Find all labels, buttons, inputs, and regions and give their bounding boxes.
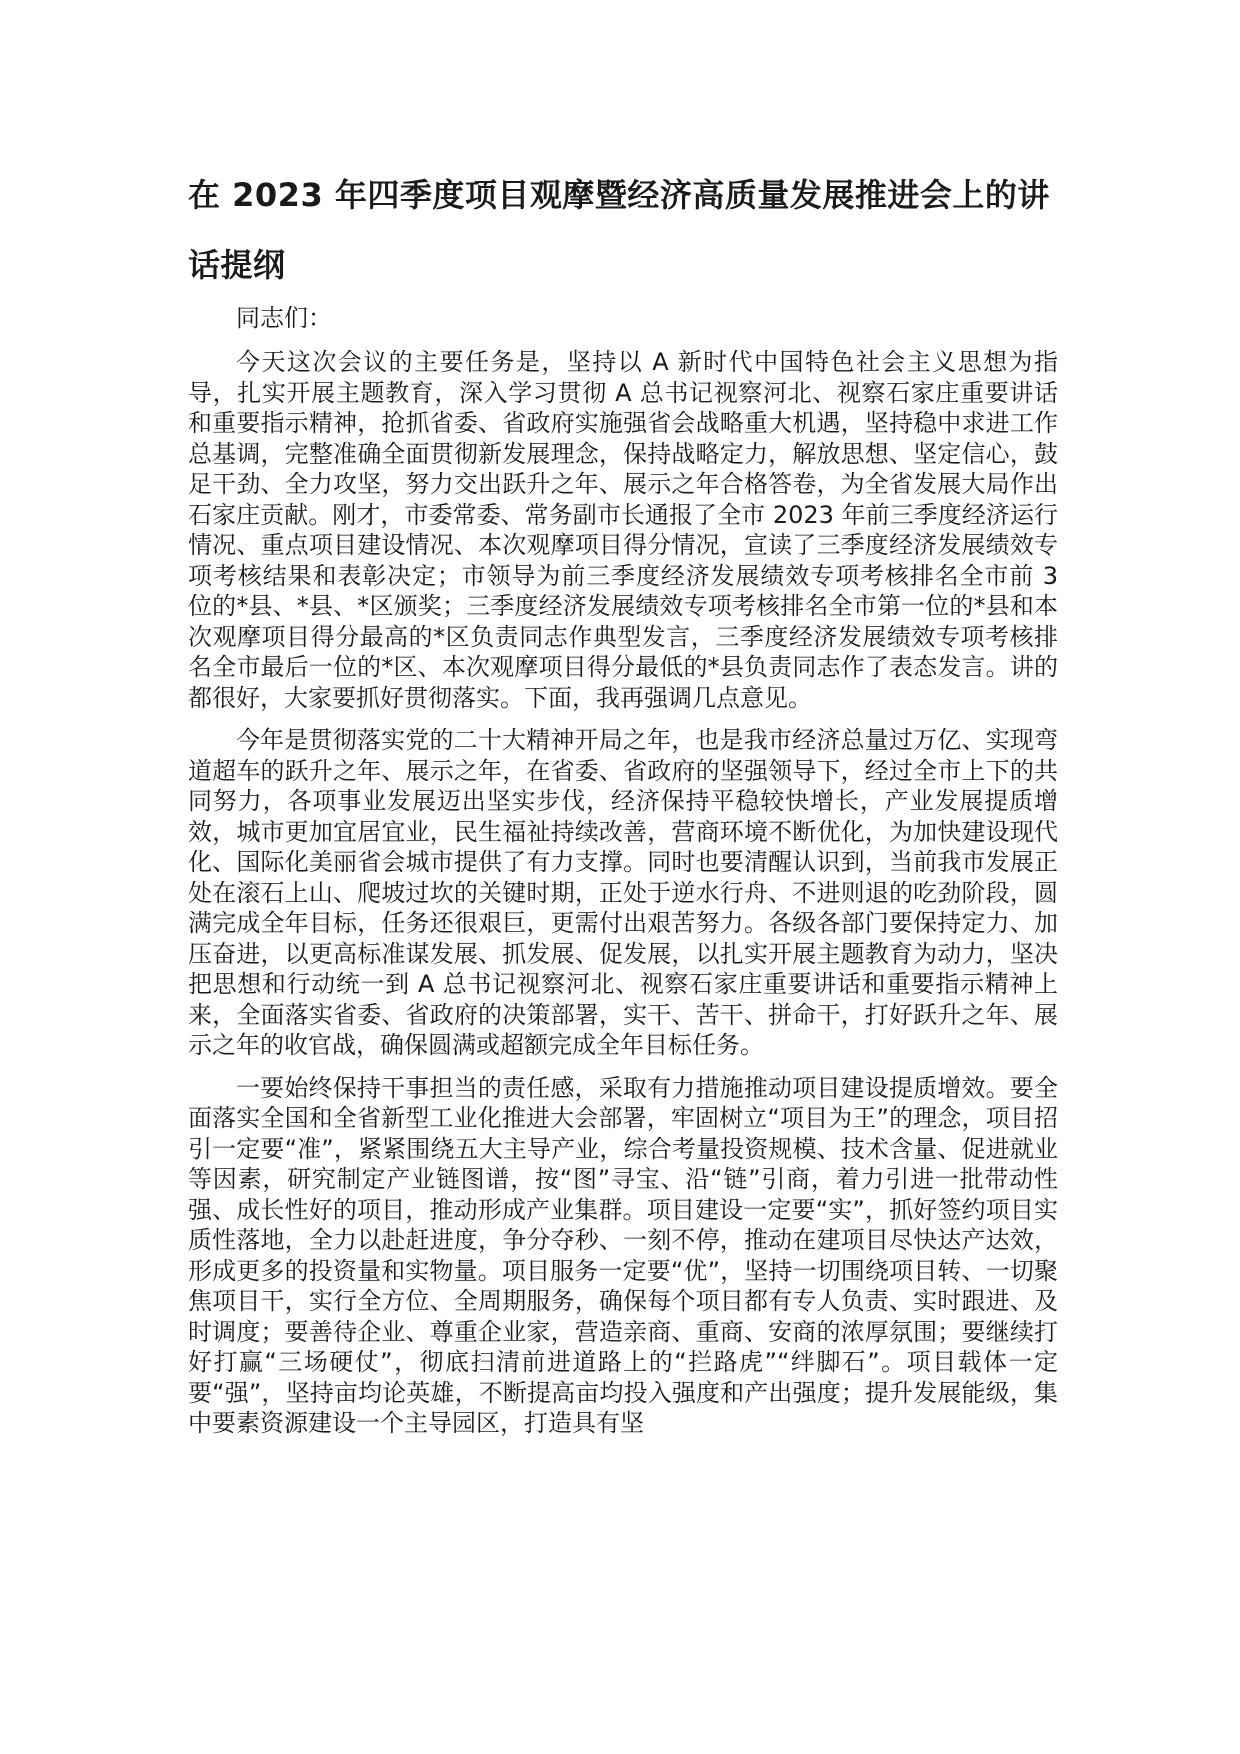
paragraph-1: 今天这次会议的主要任务是，坚持以 A 新时代中国特色社会主义思想为指导，扎实开展主题教育，深入学习贯彻 A 总书记视察河北、视察石家庄重要讲话和重要指示精神，抢抓省委、省政府实施强省会战略重大机遇，坚持稳中求进工作总基调，完整准确全面贯彻新发展理念，保持战略定力，解放思想、坚定信心，鼓足干劲、全力攻坚，努力交出跃升之年、展示之年合格答卷，为全省发展大局作出石家庄贡献。刚才，市委常委、常务副市长通报了全市 2023 年前三季度经济运行情况、重点项目建设情况、本次观摩项目得分情况，宣读了三季度经济发展绩效专项考核结果和表彰决定；市领导为前三季度经济发展绩效专项考核排名全市前 3 位的*县、*县、*区颁奖；三季度经济发展绩效专项考核排名全市第一位的*县和本次观摩项目得分最高的*区负责同志作典型发言，三季度经济发展绩效专项考核排名全市最后一位的*区、本次观摩项目得分最低的*县负责同志作了表态发言。讲的都很好，大家要抓好贯彻落实。下面，我再强调几点意见。 bbox=[188, 348, 1058, 712]
document-page bbox=[188, 160, 1058, 1451]
paragraph-2: 今年是贯彻落实党的二十大精神开局之年，也是我市经济总量过万亿、实现弯道超车的跃升之年、展示之年，在省委、省政府的坚强领导下，经过全市上下的共同努力，各项事业发展迈出坚实步伐，经济保持平稳较快增长，产业发展提质增效，城市更加宜居宜业，民生福祉持续改善，营商环境不断优化，为加快建设现代化、国际化美丽省会城市提供了有力支撑。同时也要清醒认识到，当前我市发展正处在滚石上山、爬坡过坎的关键时期，正处于逆水行舟、不进则退的吃劲阶段，圆满完成全年目标，任务还很艰巨，更需付出艰苦努力。各级各部门要保持定力、加压奋进，以更高标准谋发展、抓发展、促发展，以扎实开展主题教育为动力，坚决把思想和行动统一到 A 总书记视察河北、视察石家庄重要讲话和重要指示精神上来，全面落实省委、省政府的决策部署，实干、苦干、拼命干，打好跃升之年、展示之年的收官战，确保圆满或超额完成全年目标任务。 bbox=[188, 726, 1058, 1059]
document-title: 在 2023 年四季度项目观摩暨经济高质量发展推进会上的讲话提纲 bbox=[188, 176, 1050, 284]
paragraph-3: 一要始终保持干事担当的责任感，采取有力措施推动项目建设提质增效。要全面落实全国和全省新型工业化推进大会部署，牢固树立“项目为王”的理念，项目招引一定要“准”，紧紧围绕五大主导产业，综合考量投资规模、技术含量、促进就业等因素，研究制定产业链图谱，按“图”寻宝、沿“链”引商，着力引进一批带动性强、成长性好的项目，推动形成产业集群。项目建设一定要“实”，抓好签约项目实质性落地，全力以赴赶进度，争分夺秒、一刻不停，推动在建项目尽快达产达效，形成更多的投资量和实物量。项目服务一定要“优”，坚持一切围绕项目转、一切聚焦项目干，实行全方位、全周期服务，确保每个项目都有专人负责、实时跟进、及时调度；要善待企业、尊重企业家，营造亲商、重商、安商的浓厚氛围；要继续打好打赢“三场硬仗”，彻底扫清前进道路上的“拦路虎”“绊脚石”。项目载体一定要“强”，坚持亩均论英雄，不断提高亩均投入强度和产出强度；提升发展能级，集中要素资源建设一个主导园区，打造具有坚 bbox=[188, 1073, 1058, 1437]
salutation: 同志们： bbox=[236, 304, 332, 332]
